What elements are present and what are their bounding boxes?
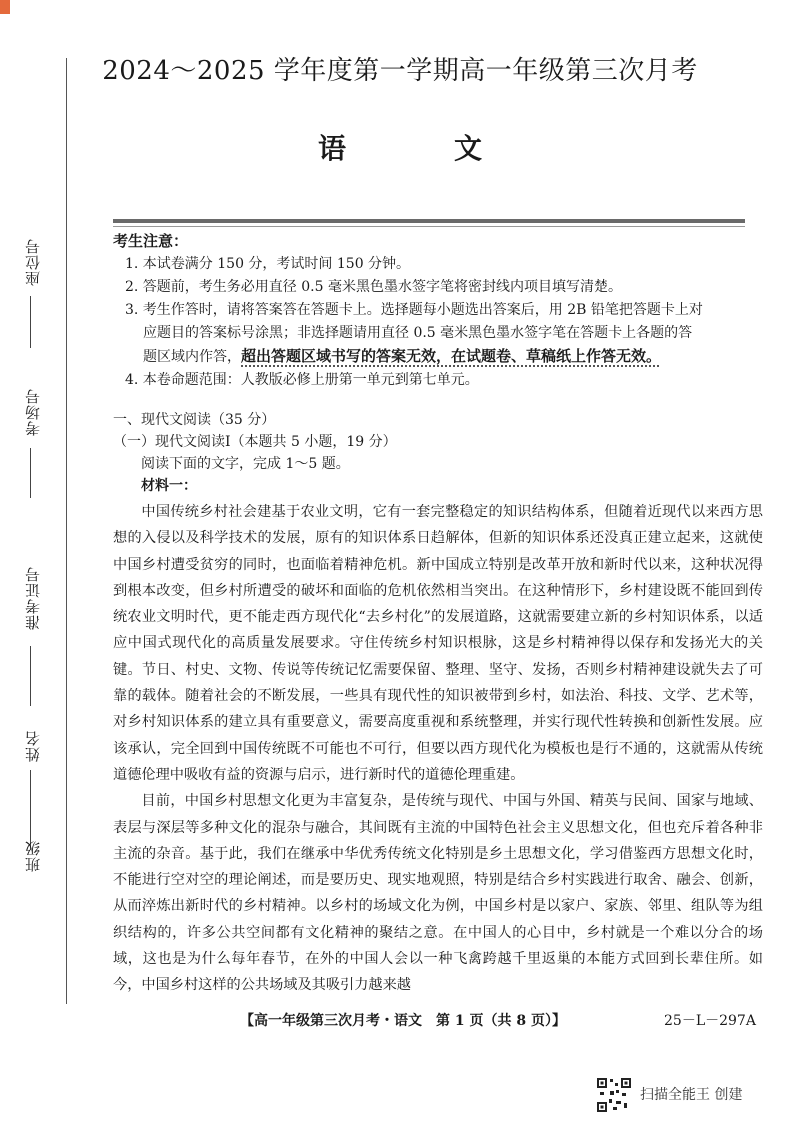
notice-item-3-line-3: 题区域内作答， bbox=[143, 349, 241, 365]
seat-blank-line bbox=[30, 296, 31, 348]
page-footer: 【高一年级第三次月考・语文 第 1 页（共 8 页）】 bbox=[240, 1013, 566, 1029]
admission-field bbox=[22, 566, 62, 706]
name-field bbox=[22, 730, 62, 850]
notice-emphasis: 超出答题区域书写的答案无效，在试题卷、草稿纸上作答无效。 bbox=[241, 347, 662, 365]
material-label: 材料一： bbox=[141, 478, 197, 494]
admission-label: 准考证号 bbox=[24, 566, 42, 630]
part-heading: 一、现代文阅读（35 分） bbox=[113, 412, 276, 428]
exam-title: 2024～2025 学年度第一学期高一年级第三次月考 bbox=[102, 56, 698, 86]
notice-item-2: 2. 答题前，考生务必用直径 0.5 毫米黑色墨水签字笔将密封线内项目填写清楚。 bbox=[125, 279, 622, 295]
notice-item-1: 1. 本试卷满分 150 分，考试时间 150 分钟。 bbox=[125, 256, 411, 272]
binding-line bbox=[66, 58, 67, 1004]
seat-field bbox=[22, 238, 62, 348]
paper-code: 25－L－297A bbox=[664, 1013, 756, 1029]
admission-blank-line bbox=[30, 646, 31, 706]
name-blank-line bbox=[30, 770, 31, 850]
exam-notice bbox=[113, 230, 753, 392]
seat-label: 座位号 bbox=[24, 238, 42, 286]
corner-mark bbox=[0, 0, 10, 14]
sub-part-heading: （一）现代文阅读Ⅰ（本题共 5 小题，19 分） bbox=[113, 434, 397, 450]
header-divider-thin bbox=[113, 226, 745, 227]
exam-room-label: 考场号 bbox=[24, 388, 42, 436]
class-label: 班级 bbox=[24, 840, 42, 872]
class-field bbox=[22, 840, 62, 930]
exam-room-field bbox=[22, 388, 62, 498]
subject-title: 语 文 bbox=[317, 132, 522, 165]
notice-item-3-line-1: 3. 考生作答时，请将答案答在答题卡上。选择题每小题选出答案后，用 2B 铅笔把答题卡上对 bbox=[125, 302, 703, 318]
reading-instruction: 阅读下面的文字，完成 1～5 题。 bbox=[141, 456, 350, 472]
notice-heading: 考生注意： bbox=[113, 232, 189, 250]
passage-paragraph-2: 目前，中国乡村思想文化更为丰富复杂，是传统与现代、中国与外国、精英与民间、国家与地域、表层与深层等多种文化的混杂与融合，其间既有主流的中国特色社会主义思想文化，但也充斥着各种非主流的杂音。基于此，我们在继承中华优秀传统文化特别是乡土思想文化，学习借鉴西方思想文化时，不能进行空对空的理论阐述，而是要历史、现实地观照，特别是结合乡村实践进行取舍、融会、创新，从而淬炼出新时代的乡村精神。以乡村的场域文化为例，中国乡村是以家户、家族、邻里、组队等为组织结构的，许多公共空间都有文化精神的聚结之意。在中国人的心目中，乡村就是一个难以分合的场域，这也是为什么每年春节，在外的中国人会以一种飞禽跨越千里返巢的本能方式回到长辈住所。如今，中国乡村这样的公共场域及其吸引力越来越 bbox=[113, 793, 763, 994]
notice-item-4: 4. 本卷命题范围：人教版必修上册第一单元到第七单元。 bbox=[125, 372, 479, 388]
reading-section-header bbox=[113, 409, 753, 497]
notice-item-3 bbox=[113, 299, 753, 369]
scanner-watermark: 扫描全能王 创建 bbox=[640, 1087, 743, 1103]
reading-passage bbox=[113, 499, 763, 999]
notice-item-3-line-2: 应题目的答案标号涂黑；非选择题请用直径 0.5 毫米黑色墨水签字笔在答题卡上各题的答 bbox=[143, 325, 693, 341]
exam-room-blank-line bbox=[30, 448, 31, 498]
header-divider bbox=[113, 219, 745, 223]
passage-paragraph-1: 中国传统乡村社会建基于农业文明，它有一套完整稳定的知识结构体系，但随着近现代以来西方思想的入侵以及科学技术的发展，原有的知识体系日趋解体，但新的知识体系还没真正建立起来，这就使中国乡村遭受贫穷的同时，也面临着精神危机。新中国成立特别是改革开放和新时代以来，这种状况得到根本改变，但乡村所遭受的破坏和面临的危机依然相当突出。在这种情形下，乡村建设既不能回到传统农业文明时代，更不能走西方现代化“去乡村化”的发展道路，这就需要建立新的乡村知识体系，以适应中国式现代化的高质量发展要求。守住传统乡村知识根脉，这是乡村精神得以保存和发扬光大的关键。节日、村史、文物、传说等传统记忆需要保留、整理、坚守、发扬，否则乡村精神建设就失去了可靠的载体。随着社会的不断发展，一些具有现代性的知识被带到乡村，如法治、科技、文学、艺术等，对乡村知识体系的建立具有重要意义，需要高度重视和系统整理，并实行现代性转换和创新性发展。应该承认，完全回到中国传统既不可能也不可行，但要以西方现代化为模板也是行不通的，这就需从传统道德伦理中吸收有益的资源与启示，进行新时代的道德伦理重建。 bbox=[113, 504, 763, 783]
name-label: 姓名 bbox=[24, 730, 42, 762]
qr-code-icon bbox=[596, 1077, 632, 1113]
